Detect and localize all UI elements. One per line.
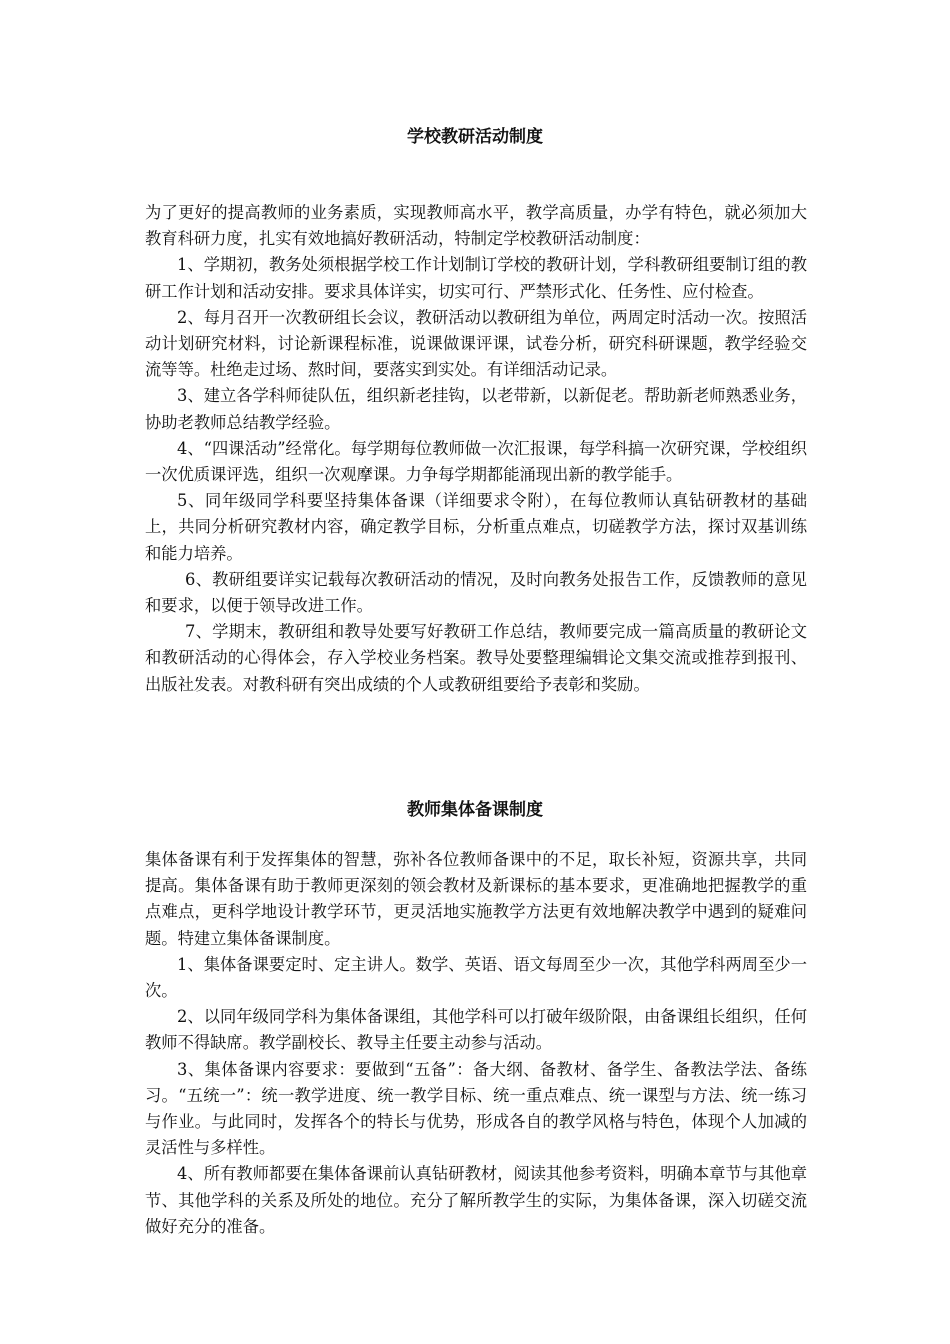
intro-paragraph: 为了更好的提高教师的业务素质，实现教师高水平，教学高质量，办学有特色，就必须加大教育科研力度，扎实有效地搞好教研活动，特制定学校教研活动制度： [145, 203, 807, 249]
rule-paragraph-4: 4、“四课活动”经常化。每学期每位教师做一次汇报课，每学科搞一次研究课，学校组织一次优质课评选，组织一次观摩课。力争每学期都能涌现出新的教学能手。 [145, 438, 807, 485]
rule-paragraph-2: 2、以同年级同学科为集体备课组，其他学科可以打破年级阶限，由备课组长组织，任何教师不得缺席。教学副校长、教导主任要主动参与活动。 [145, 1007, 807, 1053]
rule-paragraph-2: 2、每月召开一次教研组长会议，教研活动以教研组为单位，两周定时活动一次。按照活动计划研究材料，讨论新课程标准，说课做课评课，试卷分析，研究科研课题，教学经验交流等等。杜绝走过场、熬时间，要落实到实处。有详细活动记录。 [145, 307, 807, 380]
rule-paragraph-6: 6、教研组要详实记载每次教研活动的情况，及时向教务处报告工作，反馈教师的意见和要求，以便于领导改进工作。 [145, 569, 807, 616]
section-title-collective-lesson-prep: 教师集体备课制度 [407, 800, 543, 820]
rule-paragraph-1: 1、集体备课要定时、定主讲人。数学、英语、语文每周至少一次，其他学科两周至少一次。 [145, 954, 807, 1001]
section-teaching-research-rules [145, 200, 807, 698]
rule-paragraph-4: 4、所有教师都要在集体备课前认真钻研教材，阅读其他参考资料，明确本章节与其他章节、其他学科的关系及所处的地位。充分了解所教学生的实际，为集体备课，深入切磋交流做好充分的准备。 [145, 1164, 807, 1236]
rule-paragraph-3: 3、建立各学科师徒队伍，组织新老挂钩，以老带新，以新促老。帮助新老师熟悉业务，协助老教师总结教学经验。 [145, 386, 807, 432]
rule-paragraph-1: 1、学期初，教务处须根据学校工作计划制订学校的教研计划，学科教研组要制订组的教研工作计划和活动安排。要求具体详实，切实可行、严禁形式化、任务性、应付检查。 [145, 255, 807, 301]
rule-paragraph-3: 3、集体备课内容要求：要做到“五备”：备大纲、备教材、备学生、备教法学法、备练习。“五统一”：统一教学进度、统一教学目标、统一重点难点、统一课型与方法、统一练习与作业。与此同时，发挥各个的特长与优势，形成各自的教学风格与特色，体现个人加减的灵活性与多样性。 [145, 1059, 807, 1158]
rule-paragraph-5: 5、同年级同学科要坚持集体备课（详细要求令附），在每位教师认真钻研教材的基础上，共同分析研究教材内容，确定教学目标，分析重点难点，切磋教学方法，探讨双基训练和能力培养。 [145, 491, 807, 563]
intro-paragraph: 集体备课有利于发挥集体的智慧，弥补各位教师备课中的不足，取长补短，资源共享，共同提高。集体备课有助于教师更深刻的领会教材及新课标的基本要求，更准确地把握教学的重点难点，更科学地设计教学环节，更灵活地实施教学方法更有效地解决教学中遇到的疑难问题。特建立集体备课制度。 [145, 850, 807, 948]
rule-paragraph-7: 7、学期末，教研组和教导处要写好教研工作总结，教师要完成一篇高质量的教研论文和教研活动的心得体会，存入学校业务档案。教导处要整理编辑论文集交流或推荐到报刊、出版社发表。对教科研有突出成绩的个人或教研组要给予表彰和奖励。 [145, 622, 807, 694]
section-collective-lesson-prep-rules [145, 847, 807, 1240]
section-title-teaching-research: 学校教研活动制度 [407, 127, 543, 147]
